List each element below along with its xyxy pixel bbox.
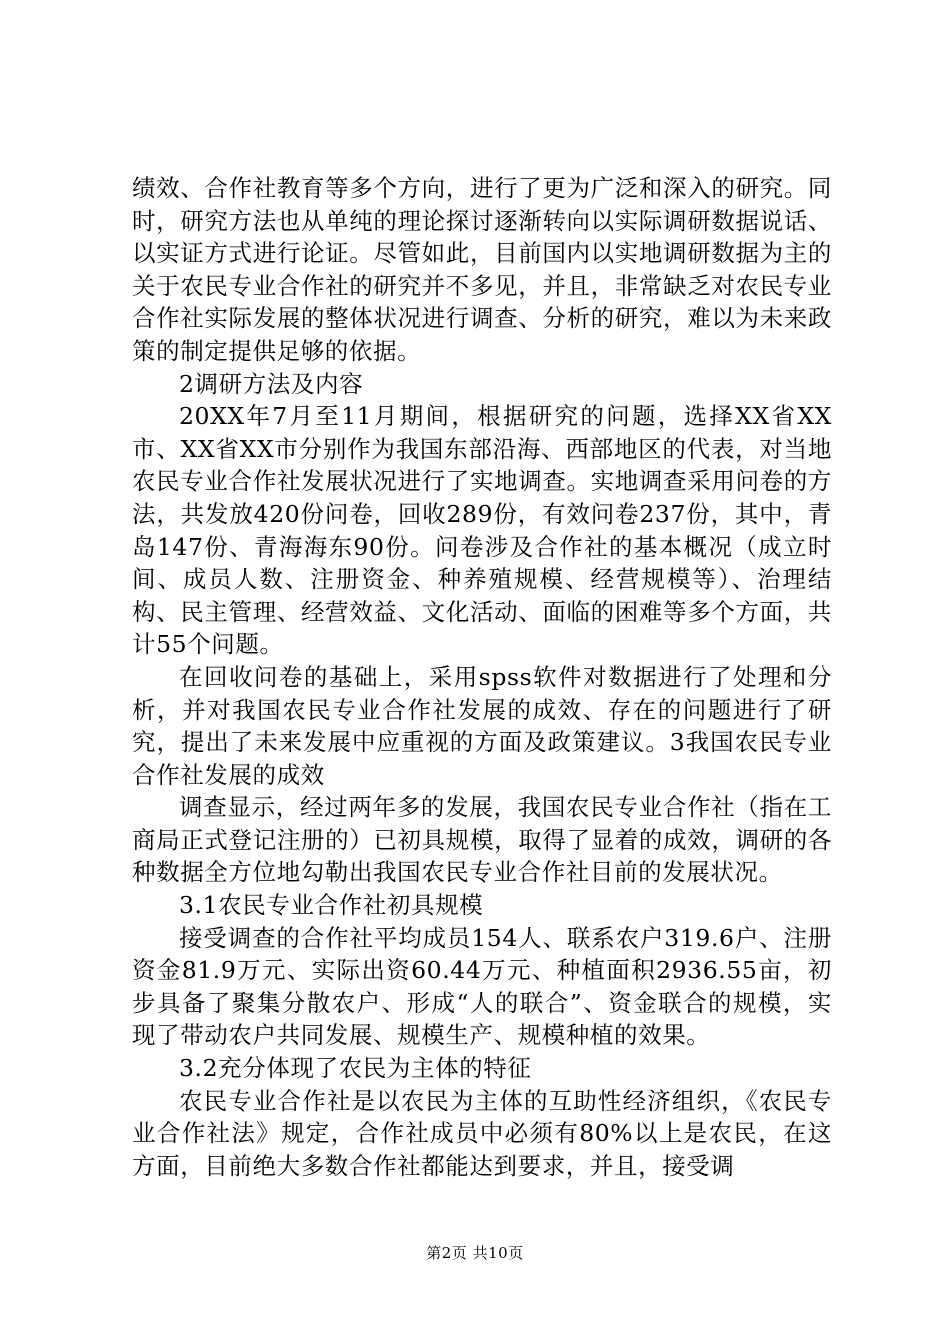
paragraph-5: 调查显示，经过两年多的发展，我国农民专业合作社（指在工商局正式登记注册的）已初具规模，取得了显着的成效，调研的各种数据全方位地勾勒出我国农民专业合作社目前的发展状况。 bbox=[132, 793, 832, 887]
document-body bbox=[132, 172, 832, 1182]
section-heading-3-1: 3.1农民专业合作社初具规模 bbox=[179, 891, 484, 920]
paragraph-3: 20XX年7月至11月期间，根据研究的问题，选择XX省XX市、XX省XX市分别作为我国东部沿海、西部地区的代表，对当地农民专业合作社发展状况进行了实地调查。实地调查采用问卷的方法，共发放420份问卷，回收289份，有效问卷237份，其中，青岛147份、青海海东90份。问卷涉及合作社的基本概况（成立时间、成员人数、注册资金、种养殖规模、经营规模等）、治理结构、民主管理、经营效益、文化活动、面临的困难等多个方面，共计55个问题。 bbox=[132, 402, 832, 659]
paragraph-9: 农民专业合作社是以农民为主体的互助性经济组织，《农民专业合作社法》规定，合作社成员中必须有80%以上是农民，在这方面，目前绝大多数合作社都能达到要求，并且，接受调 bbox=[132, 1086, 832, 1180]
section-heading-2: 2调研方法及内容 bbox=[179, 369, 364, 398]
paragraph-1: 绩效、合作社教育等多个方向，进行了更为广泛和深入的研究。同时，研究方法也从单纯的理论探讨逐渐转向以实际调研数据说话、以实证方式进行论证。尽管如此，目前国内以实地调研数据为主的关于农民专业合作社的研究并不多见，并且，非常缺乏对农民专业合作社实际发展的整体状况进行调查、分析的研究，难以为未来政策的制定提供足够的依据。 bbox=[132, 174, 832, 365]
section-heading-3-2: 3.2充分体现了农民为主体的特征 bbox=[179, 1054, 532, 1083]
paragraph-7: 接受调查的合作社平均成员154人、联系农户319.6户、注册资金81.9万元、实际出资60.44万元、种植面积2936.55亩，初步具备了聚集分散农户、形成“人的联合”、资金联合的规模，实现了带动农户共同发展、规模生产、规模种植的效果。 bbox=[132, 923, 832, 1050]
page-footer: 第2页 共10页 bbox=[426, 1244, 524, 1262]
paragraph-4: 在回收问卷的基础上，采用spss软件对数据进行了处理和分析，并对我国农民专业合作社发展的成效、存在的问题进行了研究，提出了未来发展中应重视的方面及政策建议。3我国农民专业合作社发展的成效 bbox=[132, 662, 832, 789]
